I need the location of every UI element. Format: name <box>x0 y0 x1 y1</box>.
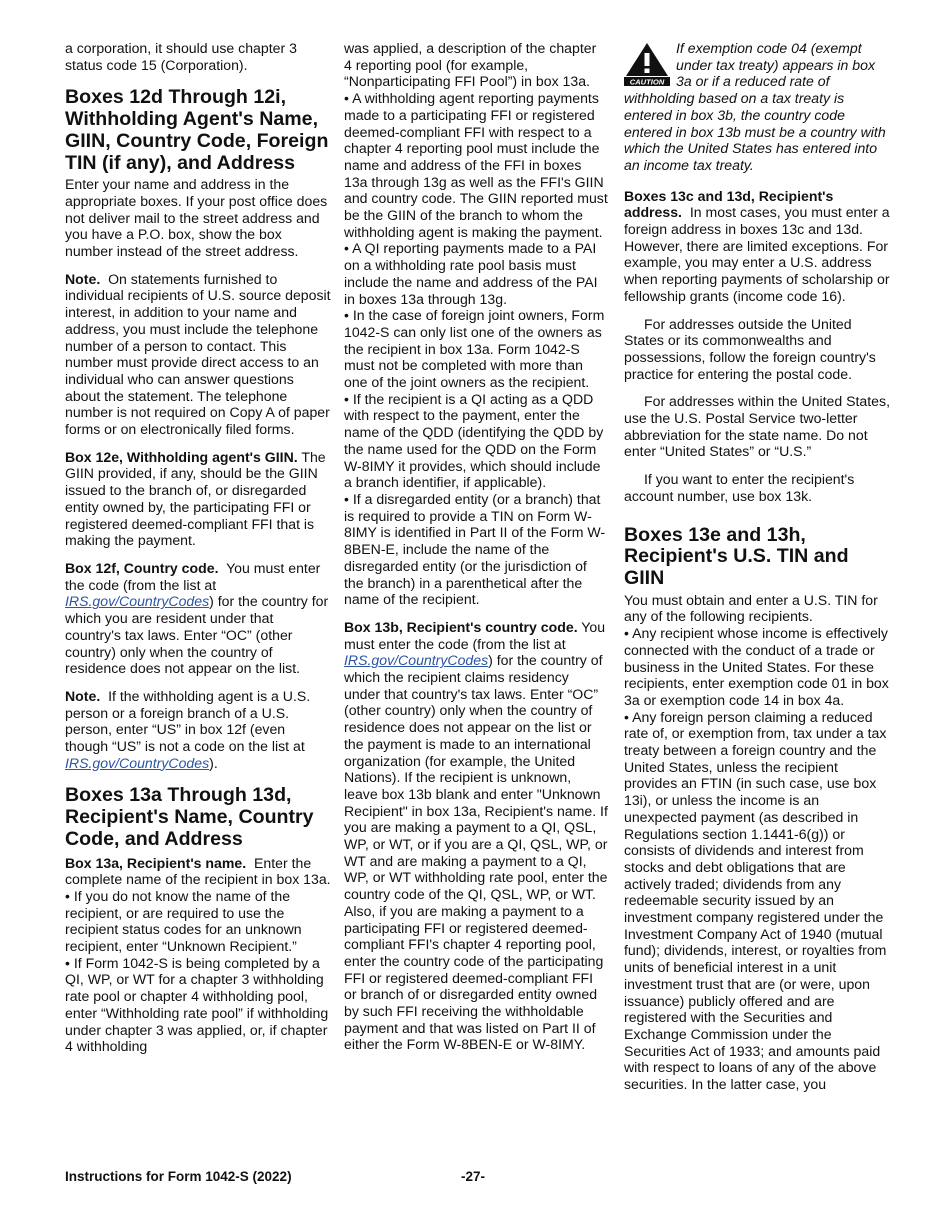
page-number: -27- <box>461 1169 486 1184</box>
bullet-treaty-claim: Any foreign person claiming a reduced rate of, or exemption from, tax under a tax treaty between a foreign country and the United States, unless the recipient provides an FTIN (in such case, use box 13i), or unless the income is an unexpected payment (as described in Regulations section 1.1441-6(g)) or consists of dividends and interest from stocks and debt obligations that are actively traded; dividends from any redeemable security issued by an investment company registered under the Investment Company Act of 1940 (mutual fund); dividends, interest, or royalties from units of beneficial interest in a unit investment trust that are (or were, upon issuance) publicly offered and are registered with the Securities and Exchange Commission under the Securities Act of 1933; and amounts paid with respect to loans of any of the above securities. In the latter case, you <box>624 708 887 1093</box>
column-3 <box>624 40 892 1093</box>
list-item: • A QI reporting payments made to a PAI on a withholding rate pool basis must include the name and address of the PAI in boxes 13a through 13g. <box>344 240 598 307</box>
bullet-joint-owners: In the case of foreign joint owners, Form 1042-S can only list one of the owners as the recipient in box 13a. Form 1042-S must not be completed with more than one of the joint owners as the recipient. <box>344 307 605 391</box>
box-13a-label: Box 13a, Recipient's name. <box>65 854 247 871</box>
box-13b-text-b: ) for the country of which the recipient claims residency under that country's tax laws. Enter “OC” (other country) only when the country of residence does not appear on the list or the payment is made to an international organization (for example, the United Nations). If the recipient is unknown, leave box 13b blank and enter "Unknown Recipient" in box 13a, Recipient's name. If you are making a payment to a QI, QSL, WP, or WT, or if you are a QI, QSL, WP, or WT and are making a payment to a QI, WP, or WT withholding rate pool, enter the country code of the QI, QSL, WP, or WT. Also, if you are making a payment to a participating FFI or registered deemed-compliant FFI's chapter 4 reporting pool, enter the country code of the participating FFI or registered deemed-compliant FFI or branch of or disregarded entity owned by such FFI receiving the withholdable payment and that was listed on Part II of either the Form W-8BEN-E or W-8IMY. <box>344 652 608 1053</box>
note2-text-a: If the withholding agent is a U.S. person or a foreign branch of a U.S. person, enter “US” in box 12f (even though “US” is not a code on the list at <box>65 687 311 755</box>
caution-icon <box>624 42 670 86</box>
bullet-qdd: If the recipient is a QI acting as a QDD with respect to the payment, enter the name of the QDD (identifying the QDD by the name used for the QDD on the Form W-8IMY it provides, which should include a branch identifier, if applicable). <box>344 390 604 491</box>
caution-label: CAUTION <box>629 77 665 86</box>
caution-text: If exemption code 04 (exempt under tax treaty) appears in box 3a or if a reduced rate of withholding based on a tax treaty is entered in box 3b, the country code entered in box 13b must be a country with which the United States has entered into an income tax treaty. <box>624 40 886 173</box>
box-12f-label: Box 12f, Country code. <box>65 559 219 576</box>
bullet-qi-pai: A QI reporting payments made to a PAI on a withholding rate pool basis must include the name and address of the PAI in boxes 13a through 13g. <box>344 240 598 307</box>
heading-boxes-12d-12i: Boxes 12d Through 12i, Withholding Agent's Name, GIIN, Country Code, Foreign TIN (if any), and Address <box>65 86 329 174</box>
intro-text: a corporation, it should use chapter 3 status code 15 (Corporation). <box>65 40 297 73</box>
box-13b <box>344 619 608 1053</box>
note-label: Note. <box>65 270 101 287</box>
addresses-outside-us: For addresses outside the United States or its commonwealths and possessions, follow the foreign country's practice for entering the postal code. <box>624 315 876 382</box>
account-number-note: If you want to enter the recipient's account number, use box 13k. <box>624 471 855 504</box>
heading-boxes-13a-13d: Boxes 13a Through 13d, Recipient's Name, Country Code, and Address <box>65 784 314 850</box>
list-item: • If you do not know the name of the recipient, or are required to use the recipient status codes for an unknown recipient, enter “Unknown Recipient.” <box>65 887 302 955</box>
box-12e-label: Box 12e, Withholding agent's GIIN. <box>65 448 298 465</box>
box-13b-label: Box 13b, Recipient's country code. <box>344 618 578 635</box>
note2-text-b: ). <box>209 754 218 771</box>
column-2 <box>344 40 608 1053</box>
box-12f <box>65 560 331 677</box>
list-item: • If Form 1042-S is being completed by a QI, WP, or WT for a chapter 3 withholding rate pool or chapter 4 withholding pool, enter “Withholding rate pool” if withholding under chapter 3 was applied, or, if chapter 4 withholding <box>65 954 329 1055</box>
bullet-disregarded-entity: If a disregarded entity (or a branch) that is required to provide a TIN on Form W-8IMY is identified in Part II of the Form W-8BEN-E, include the name of the disregarded entity (or the jurisdiction of the branch) in a parenthetical after the name of the recipient. <box>344 490 606 608</box>
box-12f-text-a: You must enter the code (from the list at <box>65 559 321 593</box>
note-us-person <box>65 688 331 772</box>
paragraph-13e: You must obtain and enter a U.S. TIN for any of the following recipients. <box>624 591 878 625</box>
box-13a <box>65 855 331 888</box>
list-item: • In the case of foreign joint owners, Form 1042-S can only list one of the owners as the recipient in box 13a. Form 1042-S must not be completed with more than one of the joint owners as the recipient. <box>344 307 605 391</box>
bullet-effectively-connected: Any recipient whose income is effectively connected with the conduct of a trade or business in the United States. For these recipients, enter exemption code 01 in box 3a or exemption code 14 in box 4a. <box>624 625 889 708</box>
paragraph-12d: Enter your name and address in the appropriate boxes. If your post office does not deliver mail to the street address and you have a P.O. box, show the box number instead of the street address. <box>65 176 328 260</box>
boxes-13c-13d-label: Boxes 13c and 13d, Recipient's address. <box>624 187 834 221</box>
boxes-13c-13d <box>624 188 892 305</box>
country-codes-link[interactable]: IRS.gov/CountryCodes <box>65 593 210 610</box>
country-codes-link-3[interactable]: IRS.gov/CountryCodes <box>344 652 489 669</box>
addresses-within-us: For addresses within the United States, use the U.S. Postal Service two-letter abbreviation for the state name. Do not enter “United States” or “U.S.” <box>624 393 890 460</box>
continued-text: was applied, a description of the chapter 4 reporting pool (for example, “Nonparticipating FFI Pool”) in box 13a. <box>344 40 597 90</box>
box-12e <box>65 449 331 549</box>
list-item: • If a disregarded entity (or a branch) that is required to provide a TIN on Form W-8IMY is identified in Part II of the Form W-8BEN-E, include the name of the disregarded entity (or the jurisdiction of the branch) in a parenthetical after the name of the recipient. <box>344 490 606 608</box>
box-13a-text: Enter the complete name of the recipient in box 13a. <box>65 854 331 888</box>
bullet-unknown-recipient: If you do not know the name of the recipient, or are required to use the recipient status codes for an unknown recipient, enter “Unknown Recipient.” <box>65 887 302 955</box>
note2-label: Note. <box>65 687 101 704</box>
list-item: • Any recipient whose income is effectively connected with the conduct of a trade or business in the United States. For these recipients, enter exemption code 01 in box 3a or exemption code 14 in box 4a. <box>624 625 889 708</box>
list-item: • Any foreign person claiming a reduced rate of, or exemption from, tax under a tax treaty between a foreign country and the United States, unless the recipient provides an FTIN (in such case, use box 13i), or unless the income is an unexpected payment (as described in Regulations section 1.1441-6(g)) or consists of dividends and interest from stocks and debt obligations that are actively traded; dividends from any redeemable security issued by an investment company registered under the Investment Company Act of 1940 (mutual fund); dividends, interest, or royalties from units of beneficial interest in a unit investment trust that are (or were, upon issuance) publicly offered and are registered with the Securities and Exchange Commission under the Securities Act of 1933; and amounts paid with respect to loans of any of the above securities. In the latter case, you <box>624 708 887 1093</box>
note-text: On statements furnished to individual recipients of U.S. source deposit interest, in addition to your name and address, you must include the telephone number of a person to contact. This number must provide direct access to an individual who can answer questions about the statement. The telephone number is not required on Copy A of paper forms or on electronically filed forms. <box>65 270 331 438</box>
bullet-ffi-reporting: A withholding agent reporting payments made to a participating FFI or registered deemed-compliant FFI with respect to a chapter 4 reporting pool must include the name and address of the FFI in boxes 13a through 13g as well as the FFI's GIIN and country code. The GIIN reported must be the GIIN of the branch to whom the withholding agent is making the payment. <box>344 90 608 240</box>
bullet-withholding-pool: If Form 1042-S is being completed by a QI, WP, or WT for a chapter 3 withholding rate pool or chapter 4 withholding pool, enter “Withholding rate pool” if withholding under chapter 3 was applied, or, if chapter 4 withholding <box>65 954 329 1055</box>
box-13b-text-a: You must enter the code (from the list at <box>344 618 606 652</box>
country-codes-link-2[interactable]: IRS.gov/CountryCodes <box>65 754 210 771</box>
column-1 <box>65 40 331 1055</box>
box-12e-text: The GIIN provided, if any, should be the GIIN issued to the branch of, or disregarded entity owned by, the participating FFI or registered deemed-compliant FFI that is making the payment. <box>65 448 326 549</box>
note-telephone <box>65 271 331 438</box>
list-item: • If the recipient is a QI acting as a QDD with respect to the payment, enter the name of the QDD (identifying the QDD by the name used for the QDD on the Form W-8IMY it provides, which should include a branch identifier, if applicable). <box>344 390 604 491</box>
footer-form-title: Instructions for Form 1042-S (2022) <box>65 1169 292 1184</box>
caution-note <box>624 40 892 174</box>
heading-boxes-13e-13h: Boxes 13e and 13h, Recipient's U.S. TIN and GIIN <box>624 523 849 589</box>
box-12f-text-b: ) for the country for which you are resident under that country's tax laws. Enter “OC” (other country) only when the country of residence does not appear on the list. <box>65 593 329 677</box>
list-item: • A withholding agent reporting payments made to a participating FFI or registered deemed-compliant FFI with respect to a chapter 4 reporting pool must include the name and address of the FFI in boxes 13a through 13g as well as the FFI's GIIN and country code. The GIIN reported must be the GIIN of the branch to whom the withholding agent is making the payment. <box>344 90 608 240</box>
boxes-13c-13d-text: In most cases, you must enter a foreign address in boxes 13c and 13d. However, there are limited exceptions. For example, you may enter a U.S. address when reporting payments of scholarship or fellowship grants (income code 16). <box>624 204 890 304</box>
